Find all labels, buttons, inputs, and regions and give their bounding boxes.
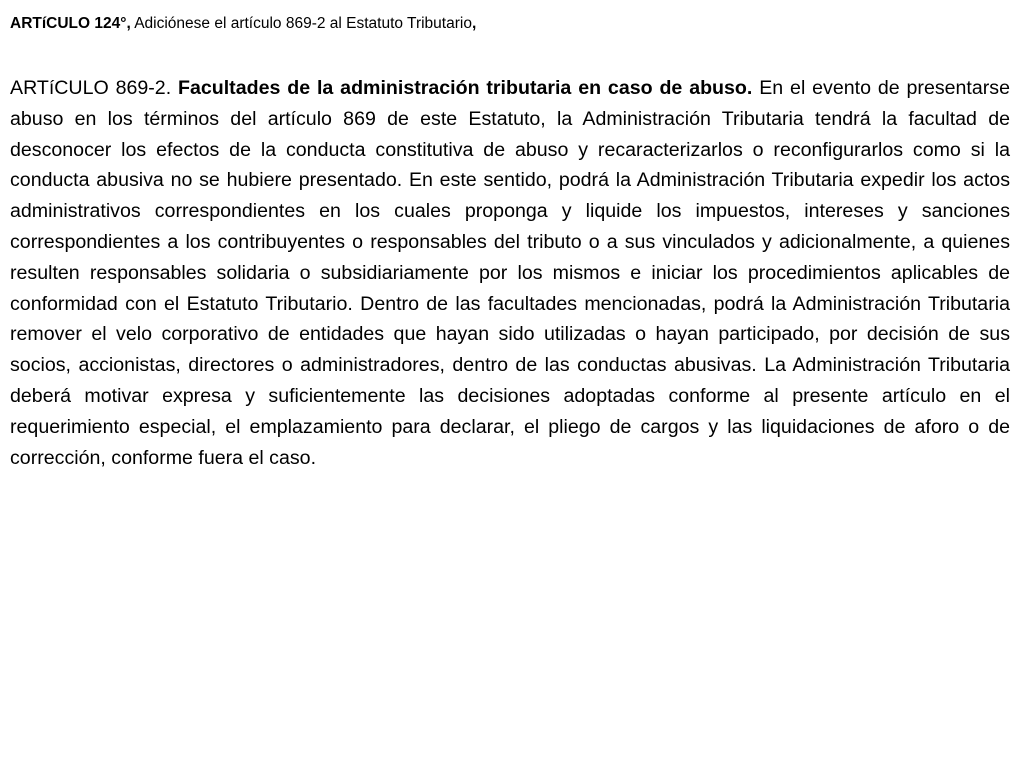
heading-trailing: , [471,15,477,32]
article-number: ARTíCULO 869-2. [10,77,172,99]
article-body: En el evento de presentarse abuso en los términos del artículo 869 de este Estatuto, la Administración Tributaria tendrá la facultad de desconocer los efectos de la conducta constitutiva de abuso y recaracterizarlos o reconfigurarlos como si la conducta abusiva no se hubiere presentado. En este sentido, podrá la Administración Tributaria expedir los actos administrativos correspondientes en los cuales proponga y liquide los impuestos, intereses y sanciones correspondientes a los contribuyentes o responsables del tributo o a sus vinculados y adicionalmente, a quienes resulten responsables solidaria o subsidiariamente por los mismos e iniciar los procedimientos aplicables de conformidad con el Estatuto Tributario. Dentro de las facultades mencionadas, podrá la Administración Tributaria remover el velo corporativo de entidades que hayan sido utilizadas o hayan participado, por decisión de sus socios, accionistas, directores o administradores, dentro de las conductas abusivas. La Administración Tributaria deberá motivar expresa y suficientemente las decisiones adoptadas conforme al presente artículo en el requerimiento especial, el emplazamiento para declarar, el pliego de cargos y las liquidaciones de aforo o de corrección, conforme fuera el caso. [10,77,1010,469]
heading-text: Adiciónese el artículo 869-2 al Estatuto Tributario [130,15,472,32]
article-paragraph [10,73,1010,473]
heading-article-ref: ARTíCULO 124°, [10,15,131,32]
article-title: Facultades de la administración tributaria en caso de abuso. [171,77,753,99]
article-heading [10,14,1014,34]
